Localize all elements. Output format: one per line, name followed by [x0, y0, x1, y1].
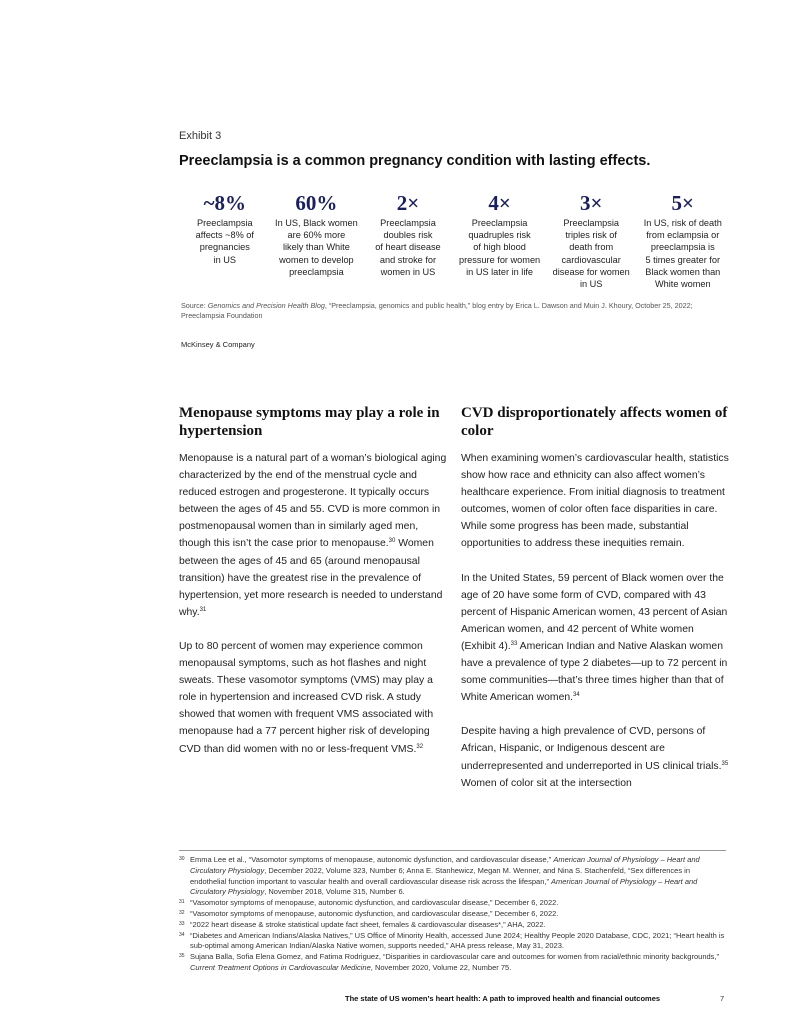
source-prefix: Source: [181, 301, 208, 310]
body-paragraph: When examining women’s cardiovascular health, statistics show how race and ethnicity can also affect women’s healthcare experience. From initial diagnosis to treatment outcomes, women of color often face disparities in care. While some progress has been made, substantial opportunities to address these inequities remain. [461, 453, 729, 550]
stat-value: 5× [671, 191, 694, 215]
footnote-item [179, 920, 726, 931]
right-column [461, 405, 729, 809]
body-paragraph [461, 570, 729, 707]
body-paragraph [179, 450, 447, 621]
text-run: Sujana Balla, Sofia Elena Gomez, and Fatima Rodriguez, “Disparities in cardiovascular care and outcomes for women from racial/ethnic minority backgrounds,” [190, 952, 719, 962]
stat-item [545, 190, 637, 290]
footnote-number: 33 [179, 920, 185, 927]
text-run: Emma Lee et al., “Vasomotor symptoms of menopause, autonomic dysfunction, and cardiovascular disease,” [190, 855, 554, 864]
footnote-ref[interactable]: 34 [573, 692, 580, 699]
stat-value: 60% [295, 191, 338, 215]
stat-value: 2× [396, 191, 420, 215]
text-run: , November 2020, Volume 22, Number 75. [370, 962, 512, 972]
text-run: American Indian and Native Alaskan women have a prevalence of type 2 diabetes—up to 72 percent in some communities—that’s three times higher than that of White American women. [461, 640, 728, 704]
exhibit-title: Preeclampsia is a common pregnancy condition with lasting effects. [179, 153, 651, 169]
stat-description: Preeclampsia triples risk of death from cardiovascular disease for women in US [552, 218, 630, 290]
stat-value: ~8% [203, 191, 246, 215]
stat-description: Preeclampsia doubles risk of heart disease and stroke for women in US [375, 218, 441, 277]
exhibit-label: Exhibit 3 [179, 130, 222, 142]
stat-description: In US, risk of death from eclampsia or preeclampsia is 5 times greater for Black women than White women [643, 218, 722, 290]
stat-item [637, 190, 729, 290]
footnote-item [179, 909, 726, 920]
stat-description: In US, Black women are 60% more likely than White women to develop preeclampsia [275, 218, 358, 277]
stat-value: 4× [488, 191, 511, 215]
footnote-text [190, 855, 726, 898]
exhibit-source [181, 301, 731, 321]
text-run: Up to 80 percent of women may experience common menopausal symptoms, such as hot flashes and night sweats. These vasomotor symptoms (VMS) may play a role in hypertension and increased CVD risk. A study showed that women with frequent VMS associated with menopause had a 77 percent higher risk of developing CVD than did women with no or less-frequent VMS. [179, 640, 434, 755]
footnote-text: “2022 heart disease & stroke statistical update fact sheet, females & cardiovascular diseases*,” AHA, 2022. [190, 919, 546, 929]
footnote-ref[interactable]: 33 [510, 640, 518, 647]
stat-item [454, 190, 546, 290]
stat-item [271, 190, 363, 290]
exhibit-stats [179, 190, 729, 290]
footnote-text: “Diabetes and American Indians/Alaska Natives,” US Office of Minority Health, accessed June 2024; Healthy People 2020 Database, CDC, 2021; “Heart health is sub-optimal among American Indian/Alaska Native women, supports needed,” AHA press release, May 31, 2023. [190, 930, 725, 951]
footnote-item [179, 898, 726, 909]
stat-value: 3× [579, 191, 603, 215]
text-run: Menopause is a natural part of a woman’s biological aging characterized by the end of the menstrual cycle and reduced estrogen and progesterone. It typically occurs between the ages of 45 and 55. CVD is more common in postmenopausal women than in similarly aged men, though this isn’t the case prior to menopause. [179, 453, 447, 550]
footnotes [179, 855, 726, 974]
footnote-number: 32 [179, 909, 185, 916]
text-run: , November 2018, Volume 315, Number 6. [264, 887, 405, 897]
footnote-ref[interactable]: 35 [721, 760, 729, 767]
text-run: Despite having a high prevalence of CVD, persons of African, Hispanic, or Indigenous descent are underrepresented and underreported in US clinical trials. [461, 726, 722, 772]
text-run: In the United States, 59 percent of Black women over the age of 20 have some form of CVD, compared with 43 percent of Hispanic American women, 43 percent of Asian American women, and 42 percent of White women (Exhibit 4). [461, 572, 728, 652]
footnote-item [179, 931, 726, 953]
footnote-item [179, 855, 726, 898]
brand-name: McKinsey & Company [181, 340, 255, 349]
stat-item [362, 190, 454, 290]
body-paragraph [179, 638, 447, 758]
text-run: Women between the ages of 45 and 65 (around menopausal transition) have the greatest rise in the prevalence of hypertension, yet more research is needed to understand why. [179, 538, 443, 618]
journal-title: Current Treatment Options in Cardiovascular Medicine [190, 962, 371, 972]
section-heading-menopause: Menopause symptoms may play a role in hypertension [179, 405, 440, 439]
body-paragraph [461, 723, 729, 791]
footnote-ref[interactable]: 32 [416, 743, 424, 750]
footnote-number: 31 [179, 899, 185, 906]
footnote-item [179, 952, 726, 974]
text-run: Women of color sit at the intersection [461, 777, 632, 789]
footnote-text [190, 952, 726, 974]
page-number: 7 [720, 994, 725, 1003]
stat-item [179, 190, 271, 290]
footnote-ref[interactable]: 30 [388, 538, 396, 545]
journal-title: American Journal of Physiology – Heart and Circulatory Physiology [190, 876, 698, 897]
source-blog-title: Genomics and Precision Health Blog [207, 301, 325, 310]
footnote-number: 30 [179, 856, 185, 862]
footnote-ref[interactable]: 31 [199, 606, 207, 613]
footnote-text: “Vasomotor symptoms of menopause, autonomic dysfunction, and cardiovascular disease,” December 6, 2022. [190, 898, 559, 908]
footnote-number: 35 [179, 953, 185, 960]
stat-description: Preeclampsia affects ~8% of pregnancies in US [195, 218, 254, 265]
stat-description: Preeclampsia quadruples risk of high blood pressure for women in US later in life [458, 218, 541, 277]
footnote-divider [179, 850, 726, 851]
footer-title: The state of US women’s heart health: A path to improved health and financial outcomes [345, 994, 661, 1003]
footnote-text: “Vasomotor symptoms of menopause, autonomic dysfunction, and cardiovascular disease,” December 6, 2022. [190, 908, 559, 918]
source-details: , “Preeclampsia, genomics and public health,” blog entry by Erica L. Dawson and Muin J. Khoury, October 25, 2022; Preeclampsia Foundation [181, 301, 693, 320]
footnote-number: 34 [179, 931, 185, 938]
journal-title: American Journal of Physiology – Heart and Circulatory Physiology [190, 855, 700, 875]
section-heading-cvd: CVD disproportionately affects women of color [461, 405, 728, 439]
text-run: , December 2022, Volume 323, Number 6; Anna E. Stanhewicz, Megan M. Wenner, and Nina S. Stachenfeld, “Sex differences in endothelial function important to vascular health and overall cardiovascular disease risk across the lifespan,” [190, 865, 691, 886]
left-column [179, 405, 447, 775]
